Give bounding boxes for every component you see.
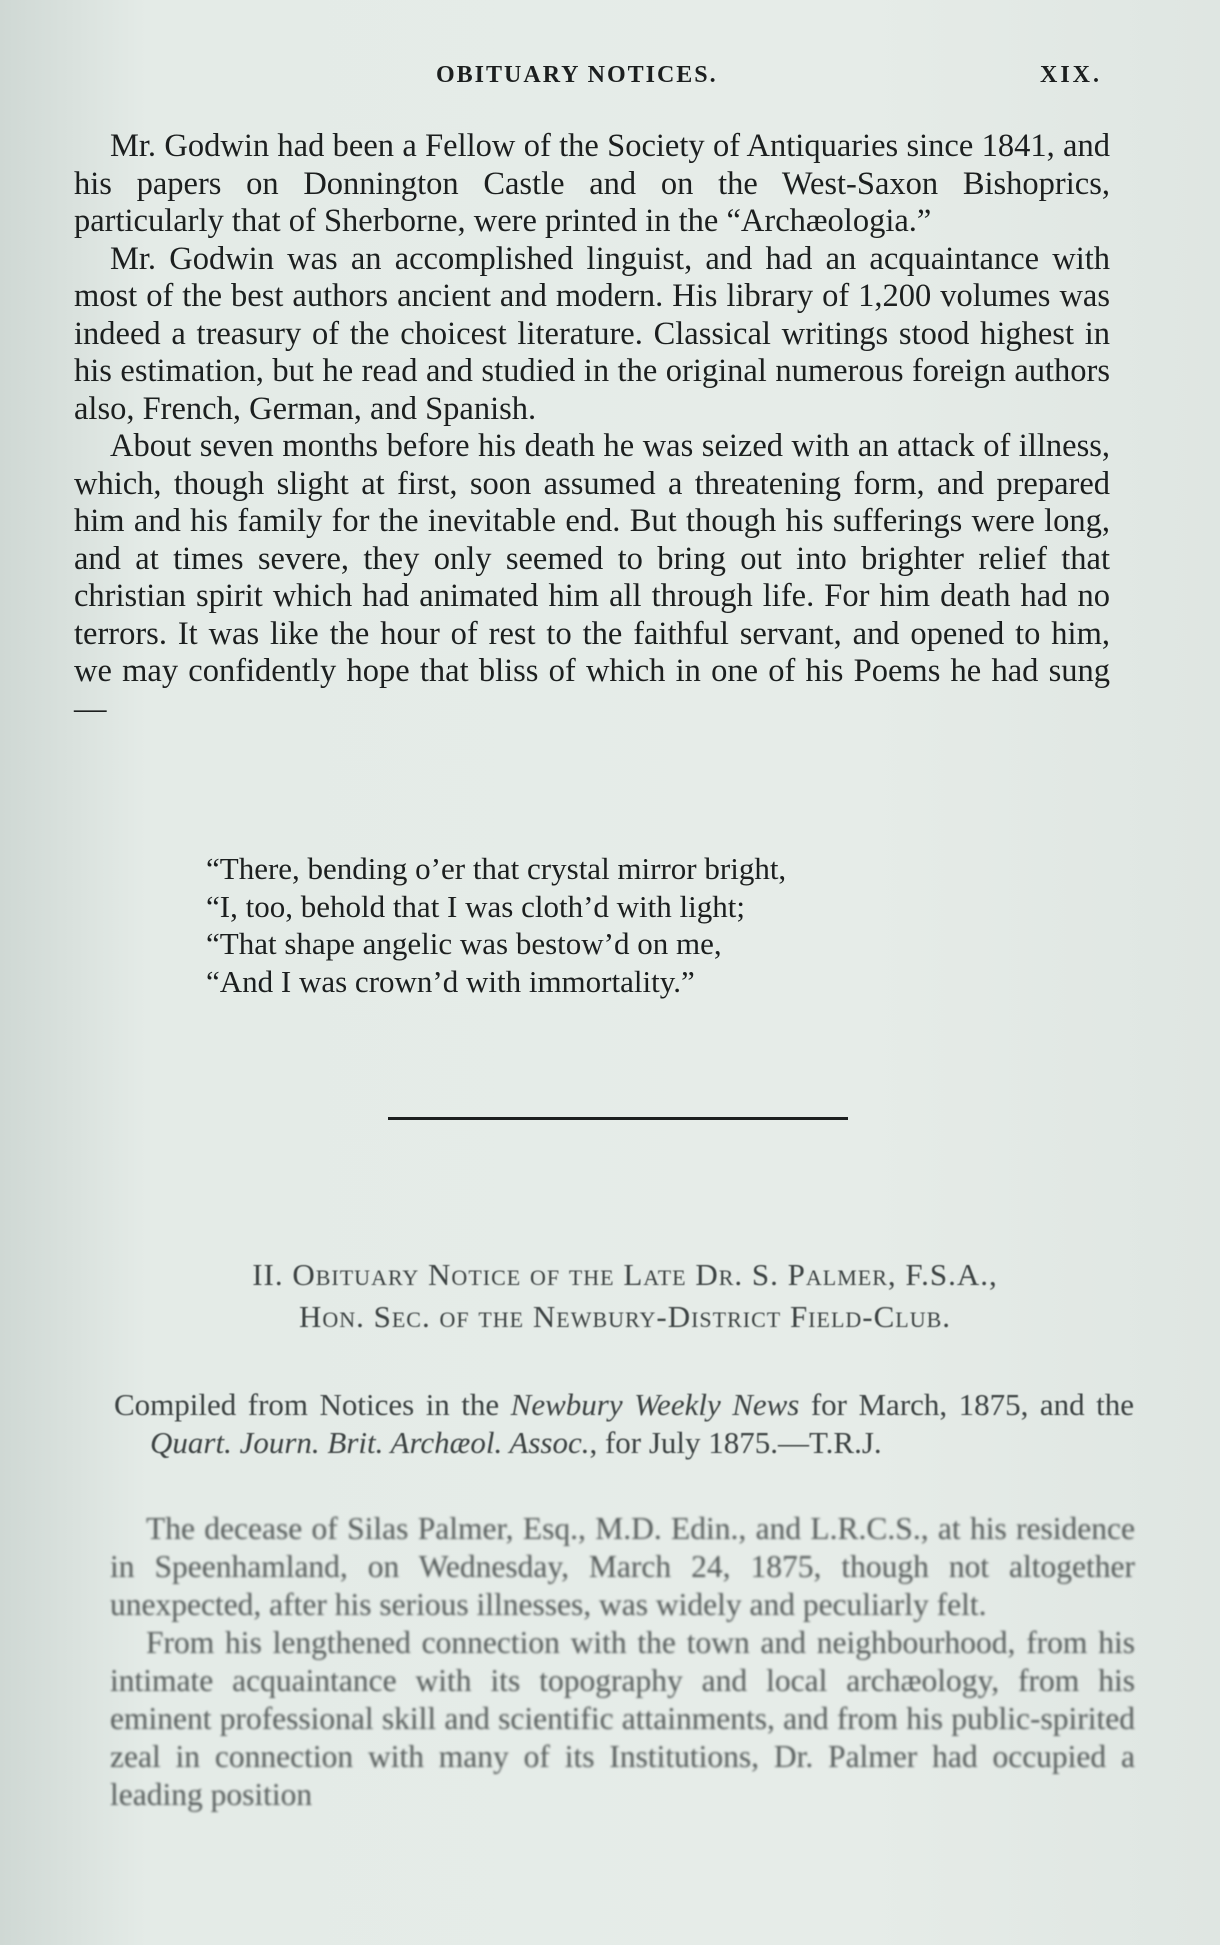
palmer-obituary-text — [110, 1510, 1135, 1814]
page-number: XIX. — [1040, 62, 1103, 88]
section-heading-palmer — [110, 1254, 1140, 1338]
source-newspaper: Newbury Weekly News — [510, 1387, 800, 1422]
poem-line: “There, bending o’er that crystal mirror bright, — [206, 851, 787, 886]
sources-prefix: Compiled from Notices in the — [114, 1387, 511, 1422]
poem-line: “And I was crown’d with immortality.” — [206, 963, 695, 999]
source-journal: Quart. Journ. Brit. Archæol. Assoc. — [150, 1425, 590, 1460]
paragraph-decease: The decease of Silas Palmer, Esq., M.D. Edin., and L.R.C.S., at his residence in Speenhamland, on Wednesday, March 24, 1875, though not altogether unexpected, after his serious illnesses, was widely and peculiarly felt. — [110, 1511, 1135, 1622]
section-subtitle: Hon. Sec. of the Newbury-District Field-Club. — [298, 1299, 952, 1334]
sources-note — [114, 1386, 1134, 1462]
paragraph-connection: From his lengthened connection with the town and neighbourhood, from his intimate acquaintance with its topography and local archæology, from his eminent professional skill and scientific attainments, and from his public-spirited zeal in connection with many of its Institutions, Dr. Palmer had occupied a leading position — [110, 1625, 1135, 1812]
paragraph-fellow: Mr. Godwin had been a Fellow of the Society of Antiquaries since 1841, and his papers on Donnington Castle and on the West-Saxon Bishoprics, particularly that of Sherborne, were printed in the “Archæologia.” — [74, 128, 1110, 239]
sources-note-text — [114, 1386, 1134, 1462]
sources-suffix: , for July 1875.—T.R.J. — [589, 1425, 882, 1460]
godwin-obituary-text — [74, 128, 1110, 728]
paragraph-illness: About seven months before his death he was seized with an attack of illness, which, though slight at first, soon assumed a threatening form, and prepared him and his family for the inevitable end. But though his sufferings were long, and at times severe, they only seemed to bring out into brighter relief that christian spirit which had animated him all through life. For him death had no terrors. It was like the hour of rest to the faithful servant, and opened to him, we may confidently hope that bliss of which in one of his Poems he had sung— — [74, 428, 1110, 727]
sources-mid: for March, 1875, and the — [799, 1387, 1134, 1422]
section-divider — [388, 1117, 848, 1120]
section-title: II. Obituary Notice of the Late Dr. S. Palmer, F.S.A., — [252, 1257, 998, 1292]
poem-line: “That shape angelic was bestow’d on me, — [206, 926, 722, 961]
poem-line: “I, too, behold that I was cloth’d with light; — [206, 888, 745, 924]
paragraph-linguist: Mr. Godwin was an accomplished linguist, and had an acquaintance with most of the best authors ancient and modern. His library of 1,200 volumes was indeed a treasury of the choicest literature. Classical writings stood highest in his estimation, but he read and studied in the original numerous foreign authors also, French, German, and Spanish. — [74, 240, 1110, 427]
running-title: OBITUARY NOTICES. — [436, 62, 718, 88]
poem-quotation — [206, 850, 966, 1000]
